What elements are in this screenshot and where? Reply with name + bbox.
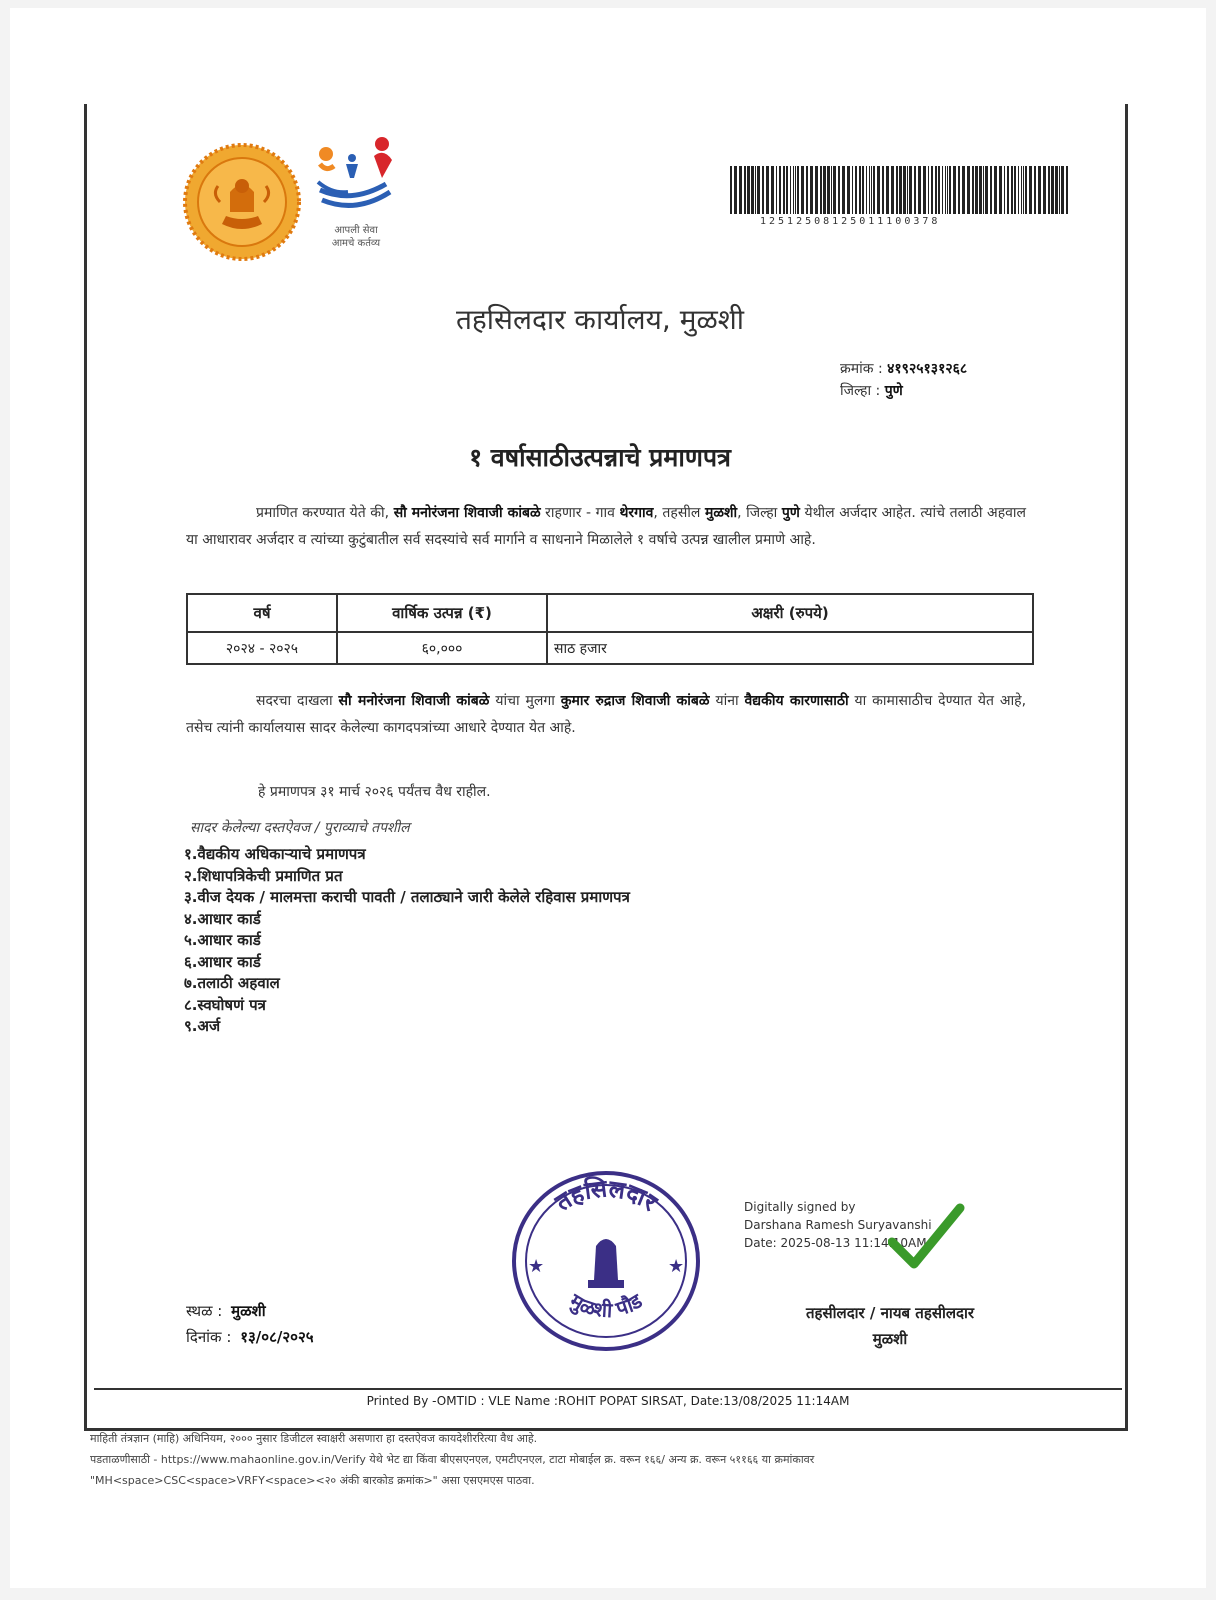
seal-top-text: तहसिलदार — [550, 1174, 663, 1217]
maharashtra-emblem-icon — [182, 142, 302, 262]
purpose-text: सदरचा दाखला — [256, 693, 333, 709]
barcode-bar — [771, 166, 774, 214]
footer-line1: माहिती तंत्रज्ञान (माहि) अधिनियम, २००० नुसार डिजीटल स्वाक्षरी असणारा हा दस्तऐवज कायदेशीररित्या वैध आहे. — [90, 1432, 538, 1445]
barcode-bar — [730, 166, 732, 214]
table-header-row — [187, 594, 1033, 632]
barcode-bar — [797, 166, 799, 214]
purpose-text: यांचा मुलगा — [495, 693, 555, 709]
applicant-name: सौ मनोरंजना शिवाजी कांबळे — [393, 505, 541, 521]
intro-text: , तहसील — [653, 505, 701, 521]
barcode-bar — [827, 166, 830, 214]
barcode-bar — [947, 166, 948, 214]
seal-bottom-text: मुळशी पौड — [565, 1288, 647, 1323]
barcode-bar — [734, 166, 737, 214]
barcode-bar — [838, 166, 840, 214]
barcode-bar — [999, 166, 1002, 214]
table-row — [187, 632, 1033, 664]
logo-tagline — [316, 224, 396, 250]
header-year: वर्ष — [187, 594, 337, 632]
barcode-bar — [739, 166, 742, 214]
signatory-block — [760, 1300, 1020, 1352]
purpose-text: या कामासाठीच देण्यात येत आहे, तसेच त्यांनी कार्यालयास सादर केलेल्या कागदपत्रांच्या आधारे देण्यात येत आहे. — [186, 693, 1027, 736]
cell-in-words: साठ हजार — [547, 632, 1033, 664]
barcode-bar — [1029, 166, 1032, 214]
applicant-name: सौ मनोरंजना शिवाजी कांबळे — [338, 693, 490, 709]
barcode-bar — [793, 166, 794, 214]
barcode-bar — [833, 166, 836, 214]
intro-text: येथील अर्जदार आहेत. त्यांचे तलाठी अहवाल या आधारावर अर्जदार व त्यांच्या कुटुंबातील सर्व सदस्यांचे सर्व मार्गाने व साधनाने मिळालेले १ वर्षाचे उत्पन्न खालील प्रमाणे आहे. — [186, 505, 1027, 548]
barcode-bar — [1066, 166, 1068, 214]
barcode-bar — [747, 166, 750, 214]
barcode-bar — [909, 166, 912, 214]
district-value: पुणे — [884, 383, 903, 399]
barcode-bar — [762, 166, 764, 214]
barcode-bar — [923, 166, 926, 214]
barcode-bar — [914, 166, 916, 214]
barcode-bar — [935, 166, 937, 214]
barcode-bar — [744, 166, 746, 214]
barcode-bar — [795, 166, 796, 214]
barcode-bar — [1014, 166, 1016, 214]
village-name: थेरगाव — [619, 505, 654, 521]
barcode-bar — [801, 166, 804, 214]
intro-text: राहणार - गाव — [545, 505, 615, 521]
barcode-bar — [779, 166, 781, 214]
digsig-line1: Digitally signed by — [744, 1200, 856, 1214]
place-label: स्थळ : — [186, 1302, 223, 1320]
barcode-bar — [1018, 166, 1019, 214]
number-value: ४१९२५१३१२६८ — [887, 361, 968, 377]
barcode-bar — [975, 166, 978, 214]
purpose-reason: वैद्यकीय कारणासाठी — [744, 693, 849, 709]
district-label: जिल्हा : — [840, 383, 881, 399]
barcode-bar — [953, 166, 956, 214]
child-name: कुमार रुद्राज शिवाजी कांबळे — [560, 693, 710, 709]
official-seal-icon — [508, 1168, 704, 1354]
barcode-bar — [985, 166, 988, 214]
printed-by: Printed By -OMTID : VLE Name :ROHIT POPAT SIRSAT, Date:13/08/2025 11:14AM — [366, 1394, 850, 1408]
digsig-line3: Date: 2025-08-13 11:14:10AM — [744, 1236, 927, 1250]
barcode-bar — [1038, 166, 1041, 214]
list-item: ३.वीज देयक / मालमत्ता कराची पावती / तलाठ्याने जारी केलेले रहिवास प्रमाणपत्र — [184, 888, 630, 906]
list-item: ७.तलाठी अहवाल — [184, 974, 280, 992]
barcode-bar — [949, 166, 951, 214]
header-income: वार्षिक उत्पन्न (₹) — [337, 594, 547, 632]
barcode-bar — [847, 166, 850, 214]
barcode-bar — [862, 166, 864, 214]
svg-text:★: ★ — [528, 1256, 545, 1277]
header-in-words: अक्षरी (रुपये) — [547, 594, 1033, 632]
income-table — [186, 593, 1034, 665]
validity-statement: हे प्रमाणपत्र ३१ मार्च २०२६ पर्यंतच वैध राहील. — [258, 784, 491, 800]
documents-heading: सादर केलेल्या दस्तऐवज / पुराव्याचे तपशील — [190, 820, 410, 836]
purpose-paragraph — [186, 688, 1026, 742]
footer-notes — [90, 1428, 1130, 1491]
place-value: मुळशी — [231, 1302, 266, 1320]
barcode-bar — [918, 166, 921, 214]
barcode-bar — [786, 166, 788, 214]
barcode-icon — [730, 166, 1070, 214]
barcode-number: 12512508125011100378 — [760, 216, 941, 227]
logo-tagline-line1: आपली सेवा — [334, 225, 378, 236]
intro-text: प्रमाणित करण्यात येते की, — [256, 505, 390, 521]
barcode-bar — [1061, 166, 1064, 214]
barcode-bar — [855, 166, 857, 214]
barcode-bar — [877, 166, 880, 214]
tehsil-name: मुळशी — [704, 505, 738, 521]
barcode-bar — [1051, 166, 1054, 214]
certificate-title: १ वर्षासाठीउत्पन्नाचे प्रमाणपत्र — [469, 443, 731, 472]
barcode-bar — [1011, 166, 1013, 214]
list-item: ८.स्वघोषणं पत्र — [184, 995, 266, 1014]
date-label: दिनांक : — [186, 1328, 232, 1346]
intro-paragraph — [186, 500, 1026, 554]
barcode-bar — [967, 166, 970, 214]
purpose-text: यांना — [715, 693, 739, 709]
list-item: ४.आधार कार्ड — [184, 909, 261, 928]
barcode-bar — [962, 166, 965, 214]
barcode-bar — [869, 166, 870, 214]
footer-line3: "MH<space>CSC<space>VRFY<space><२० अंकी बारकोड क्रमांक>" असा एसएमएस पाठवा. — [90, 1474, 535, 1487]
signatory-place: मुळशी — [872, 1330, 908, 1348]
barcode-bar — [983, 166, 984, 214]
digsig-line2: Darshana Ramesh Suryavanshi — [744, 1218, 932, 1232]
barcode-bar — [871, 166, 872, 214]
district-name: पुणे — [781, 505, 800, 521]
signatory-title: तहसीलदार / नायब तहसीलदार — [805, 1304, 974, 1322]
barcode-bar — [1055, 166, 1058, 214]
barcode-bar — [751, 166, 754, 214]
barcode-bar — [1025, 166, 1027, 214]
barcode-bar — [852, 166, 853, 214]
barcode-bar — [958, 166, 960, 214]
barcode-bar — [1043, 166, 1046, 214]
list-item: ५.आधार कार्ड — [184, 931, 261, 949]
barcode-bar — [859, 166, 861, 214]
barcode-bar — [1034, 166, 1036, 214]
barcode-bar — [896, 166, 898, 214]
barcode-bar — [891, 166, 894, 214]
barcode-bar — [1004, 166, 1005, 214]
verified-check-icon — [888, 1202, 966, 1272]
logo-tagline-line2: आमचे कर्तव्य — [331, 238, 381, 249]
barcode-bar — [873, 166, 875, 214]
list-item: ६.आधार कार्ड — [184, 952, 261, 971]
barcode-bar — [1023, 166, 1024, 214]
barcode-bar — [945, 166, 946, 214]
barcode-bar — [994, 166, 997, 214]
barcode-bar — [815, 166, 818, 214]
printed-divider — [94, 1388, 1122, 1390]
svg-text:★: ★ — [668, 1256, 685, 1277]
barcode-bar — [979, 166, 982, 214]
cell-year: २०२४ - २०२५ — [187, 632, 337, 664]
barcode-bar — [886, 166, 889, 214]
barcode-bar — [820, 166, 822, 214]
barcode-bar — [776, 166, 777, 214]
barcode-bar — [842, 166, 845, 214]
barcode-bar — [1059, 166, 1060, 214]
list-item: १.वैद्यकीय अधिकाऱ्याचे प्रमाणपत्र — [184, 845, 366, 863]
barcode-bar — [810, 166, 813, 214]
cell-income: ६०,००० — [337, 632, 547, 664]
barcode-bar — [972, 166, 974, 214]
barcode-bar — [928, 166, 929, 214]
list-item: २.शिधापत्रिकेची प्रमाणित प्रत — [184, 866, 343, 885]
barcode-bar — [931, 166, 933, 214]
barcode-bar — [990, 166, 992, 214]
barcode-bar — [1007, 166, 1009, 214]
barcode-bar — [907, 166, 908, 214]
barcode-bar — [1021, 166, 1022, 214]
barcode-bar — [1048, 166, 1050, 214]
barcode-bar — [866, 166, 867, 214]
office-title: तहसिलदार कार्यालय, मुळशी — [455, 303, 745, 336]
intro-text: , जिल्हा — [737, 505, 778, 521]
barcode-bar — [790, 166, 791, 214]
barcode-bar — [938, 166, 940, 214]
barcode-bar — [783, 166, 785, 214]
barcode-bar — [757, 166, 760, 214]
number-label: क्रमांक : — [840, 361, 883, 377]
certificate-meta — [840, 358, 967, 402]
list-item: ९.अर्ज — [184, 1017, 221, 1035]
barcode-bar — [903, 166, 906, 214]
place-date-block — [186, 1298, 314, 1350]
date-value: १३/०८/२०२५ — [240, 1328, 314, 1346]
barcode-bar — [766, 166, 769, 214]
barcode-bar — [823, 166, 826, 214]
barcode-bar — [942, 166, 943, 214]
barcode-bar — [899, 166, 902, 214]
barcode-bar — [882, 166, 884, 214]
documents-list — [184, 844, 630, 1038]
barcode-bar — [755, 166, 756, 214]
footer-line2: पडताळणीसाठी - https://www.mahaonline.gov.in/Verify येथे भेट द्या किंवा बीएसएनएल, एमटीएनएल, टाटा मोबाईल क्र. वरून १६६/ अन्य क्र. वरून ५११६६ या क्रमांकावर — [90, 1453, 815, 1466]
barcode-bar — [831, 166, 832, 214]
barcode-bar — [806, 166, 808, 214]
